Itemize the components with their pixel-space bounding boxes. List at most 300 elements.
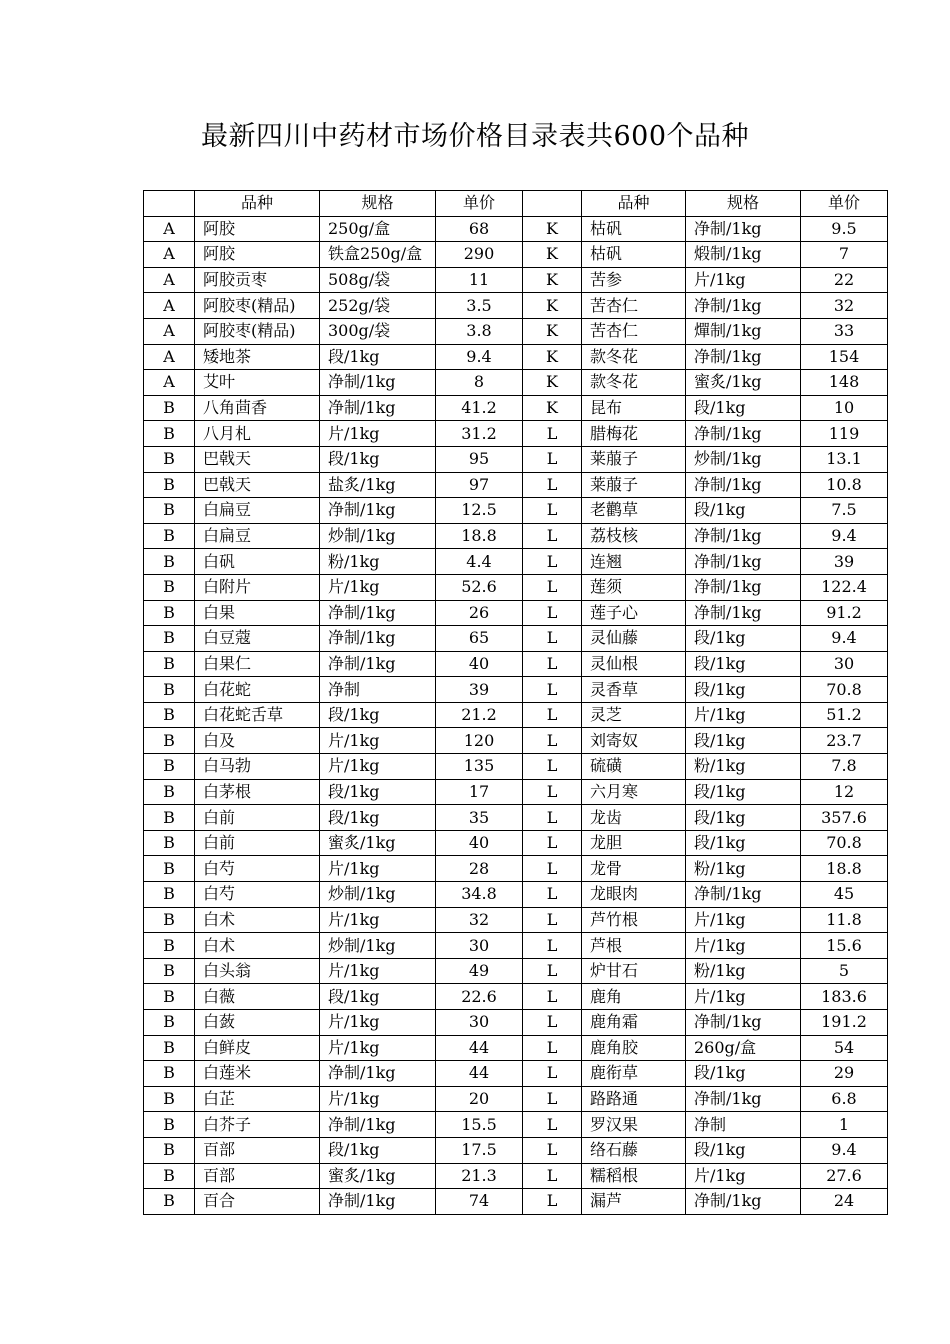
header-letter-left	[144, 191, 195, 217]
cell-spec-right: 片/1kg	[686, 267, 801, 293]
cell-variety-left: 八角茴香	[195, 395, 320, 421]
cell-variety-right: 款冬花	[582, 344, 686, 370]
cell-price-left: 74	[436, 1189, 523, 1215]
table-row	[144, 446, 888, 472]
cell-price-right: 70.8	[801, 677, 888, 703]
cell-spec-left: 片/1kg	[320, 754, 436, 780]
cell-price-right: 9.4	[801, 1137, 888, 1163]
cell-letter-right: L	[523, 882, 582, 908]
cell-letter-left: B	[144, 549, 195, 575]
cell-spec-right: 净制/1kg	[686, 293, 801, 319]
cell-price-right: 45	[801, 882, 888, 908]
cell-letter-left: A	[144, 318, 195, 344]
cell-price-left: 95	[436, 446, 523, 472]
cell-variety-right: 灵芝	[582, 702, 686, 728]
table-row	[144, 421, 888, 447]
cell-variety-left: 白扁豆	[195, 498, 320, 524]
cell-letter-right: L	[523, 907, 582, 933]
cell-letter-right: L	[523, 1086, 582, 1112]
cell-variety-left: 白果	[195, 600, 320, 626]
cell-spec-left: 净制/1kg	[320, 1189, 436, 1215]
cell-variety-left: 白芷	[195, 1086, 320, 1112]
cell-spec-left: 炒制/1kg	[320, 882, 436, 908]
cell-price-right: 148	[801, 370, 888, 396]
cell-letter-left: B	[144, 702, 195, 728]
table-row	[144, 472, 888, 498]
cell-spec-right: 段/1kg	[686, 626, 801, 652]
cell-variety-right: 荔枝核	[582, 523, 686, 549]
table-body	[144, 216, 888, 1214]
cell-spec-left: 净制/1kg	[320, 498, 436, 524]
cell-letter-left: B	[144, 600, 195, 626]
cell-letter-right: L	[523, 984, 582, 1010]
cell-price-left: 4.4	[436, 549, 523, 575]
cell-price-left: 3.5	[436, 293, 523, 319]
cell-price-right: 7.5	[801, 498, 888, 524]
cell-spec-left: 段/1kg	[320, 344, 436, 370]
cell-spec-right: 净制/1kg	[686, 472, 801, 498]
table-row	[144, 267, 888, 293]
cell-spec-left: 粉/1kg	[320, 549, 436, 575]
cell-letter-right: L	[523, 446, 582, 472]
cell-variety-left: 白术	[195, 933, 320, 959]
cell-variety-left: 白马勃	[195, 754, 320, 780]
cell-spec-right: 净制/1kg	[686, 344, 801, 370]
cell-price-left: 3.8	[436, 318, 523, 344]
cell-spec-right: 段/1kg	[686, 651, 801, 677]
cell-letter-left: B	[144, 805, 195, 831]
cell-letter-left: B	[144, 1137, 195, 1163]
cell-spec-left: 净制/1kg	[320, 600, 436, 626]
cell-spec-right: 净制/1kg	[686, 574, 801, 600]
cell-variety-left: 百合	[195, 1189, 320, 1215]
cell-letter-left: B	[144, 728, 195, 754]
cell-letter-left: B	[144, 1010, 195, 1036]
cell-price-left: 30	[436, 1010, 523, 1036]
cell-price-right: 7.8	[801, 754, 888, 780]
cell-letter-left: B	[144, 1035, 195, 1061]
cell-variety-right: 芦根	[582, 933, 686, 959]
cell-letter-right: L	[523, 651, 582, 677]
cell-price-right: 10.8	[801, 472, 888, 498]
cell-price-left: 41.2	[436, 395, 523, 421]
cell-price-left: 39	[436, 677, 523, 703]
cell-spec-right: 片/1kg	[686, 907, 801, 933]
cell-price-left: 15.5	[436, 1112, 523, 1138]
table-row	[144, 318, 888, 344]
cell-variety-right: 六月寒	[582, 779, 686, 805]
table-row	[144, 805, 888, 831]
cell-variety-left: 八月札	[195, 421, 320, 447]
cell-price-left: 65	[436, 626, 523, 652]
cell-price-right: 15.6	[801, 933, 888, 959]
cell-letter-left: B	[144, 421, 195, 447]
cell-letter-left: B	[144, 1061, 195, 1087]
cell-price-left: 30	[436, 933, 523, 959]
cell-spec-left: 净制/1kg	[320, 1112, 436, 1138]
cell-variety-right: 款冬花	[582, 370, 686, 396]
cell-variety-left: 白扁豆	[195, 523, 320, 549]
cell-variety-left: 百部	[195, 1137, 320, 1163]
cell-variety-left: 白及	[195, 728, 320, 754]
cell-price-right: 30	[801, 651, 888, 677]
cell-letter-left: B	[144, 830, 195, 856]
cell-letter-left: A	[144, 267, 195, 293]
cell-spec-left: 蜜炙/1kg	[320, 830, 436, 856]
cell-price-right: 154	[801, 344, 888, 370]
cell-price-left: 31.2	[436, 421, 523, 447]
cell-variety-right: 罗汉果	[582, 1112, 686, 1138]
cell-price-left: 32	[436, 907, 523, 933]
cell-price-left: 20	[436, 1086, 523, 1112]
table-row	[144, 702, 888, 728]
cell-letter-right: L	[523, 856, 582, 882]
cell-price-left: 18.8	[436, 523, 523, 549]
cell-letter-left: A	[144, 216, 195, 242]
cell-letter-right: K	[523, 242, 582, 268]
cell-variety-left: 白前	[195, 830, 320, 856]
cell-price-right: 1	[801, 1112, 888, 1138]
cell-price-right: 9.4	[801, 523, 888, 549]
cell-spec-right: 粉/1kg	[686, 856, 801, 882]
cell-price-left: 17	[436, 779, 523, 805]
table-row	[144, 549, 888, 575]
cell-variety-left: 白芥子	[195, 1112, 320, 1138]
cell-variety-left: 阿胶枣(精品)	[195, 293, 320, 319]
cell-price-left: 135	[436, 754, 523, 780]
cell-spec-right: 净制/1kg	[686, 1086, 801, 1112]
cell-price-right: 27.6	[801, 1163, 888, 1189]
cell-letter-right: L	[523, 1035, 582, 1061]
cell-letter-left: B	[144, 574, 195, 600]
cell-spec-left: 净制	[320, 677, 436, 703]
cell-letter-right: L	[523, 1010, 582, 1036]
cell-price-left: 28	[436, 856, 523, 882]
cell-spec-right: 净制/1kg	[686, 1189, 801, 1215]
cell-letter-right: L	[523, 549, 582, 575]
cell-letter-right: K	[523, 370, 582, 396]
header-price-left: 单价	[436, 191, 523, 217]
cell-spec-right: 净制/1kg	[686, 1010, 801, 1036]
table-row	[144, 344, 888, 370]
table-row	[144, 370, 888, 396]
cell-spec-left: 段/1kg	[320, 1137, 436, 1163]
cell-letter-right: L	[523, 1061, 582, 1087]
cell-spec-right: 燀制/1kg	[686, 318, 801, 344]
cell-spec-left: 蜜炙/1kg	[320, 1163, 436, 1189]
cell-variety-right: 鹿角胶	[582, 1035, 686, 1061]
cell-spec-left: 300g/袋	[320, 318, 436, 344]
cell-price-left: 290	[436, 242, 523, 268]
cell-letter-left: B	[144, 651, 195, 677]
table-row	[144, 1189, 888, 1215]
cell-letter-right: K	[523, 267, 582, 293]
table-row	[144, 1086, 888, 1112]
cell-price-right: 9.4	[801, 626, 888, 652]
cell-spec-right: 段/1kg	[686, 779, 801, 805]
cell-price-left: 26	[436, 600, 523, 626]
cell-variety-right: 鹿角	[582, 984, 686, 1010]
table-row	[144, 1137, 888, 1163]
cell-variety-right: 苦杏仁	[582, 293, 686, 319]
cell-spec-right: 段/1kg	[686, 1137, 801, 1163]
cell-spec-left: 片/1kg	[320, 1010, 436, 1036]
cell-price-right: 7	[801, 242, 888, 268]
cell-variety-right: 龙齿	[582, 805, 686, 831]
cell-price-left: 17.5	[436, 1137, 523, 1163]
cell-price-right: 24	[801, 1189, 888, 1215]
cell-price-right: 119	[801, 421, 888, 447]
cell-spec-right: 片/1kg	[686, 1163, 801, 1189]
cell-spec-right: 净制/1kg	[686, 882, 801, 908]
cell-variety-right: 络石藤	[582, 1137, 686, 1163]
cell-variety-right: 灵香草	[582, 677, 686, 703]
cell-spec-left: 252g/袋	[320, 293, 436, 319]
cell-variety-left: 阿胶枣(精品)	[195, 318, 320, 344]
cell-variety-right: 鹿衔草	[582, 1061, 686, 1087]
cell-spec-right: 段/1kg	[686, 830, 801, 856]
cell-price-left: 35	[436, 805, 523, 831]
cell-spec-right: 蜜炙/1kg	[686, 370, 801, 396]
cell-variety-right: 老鹳草	[582, 498, 686, 524]
cell-variety-right: 莲子心	[582, 600, 686, 626]
cell-variety-left: 阿胶	[195, 242, 320, 268]
cell-letter-left: A	[144, 370, 195, 396]
cell-letter-left: B	[144, 882, 195, 908]
table-row	[144, 907, 888, 933]
cell-variety-left: 白花蛇舌草	[195, 702, 320, 728]
table-row	[144, 779, 888, 805]
cell-letter-left: B	[144, 933, 195, 959]
cell-variety-right: 腊梅花	[582, 421, 686, 447]
cell-spec-left: 炒制/1kg	[320, 523, 436, 549]
cell-variety-right: 苦参	[582, 267, 686, 293]
cell-spec-right: 片/1kg	[686, 933, 801, 959]
cell-variety-left: 白芍	[195, 882, 320, 908]
cell-price-left: 34.8	[436, 882, 523, 908]
cell-price-right: 13.1	[801, 446, 888, 472]
cell-letter-left: B	[144, 498, 195, 524]
cell-variety-left: 白豆蔻	[195, 626, 320, 652]
cell-letter-right: K	[523, 216, 582, 242]
cell-variety-right: 苦杏仁	[582, 318, 686, 344]
cell-letter-left: B	[144, 395, 195, 421]
cell-letter-left: B	[144, 472, 195, 498]
cell-variety-right: 莲须	[582, 574, 686, 600]
cell-price-left: 52.6	[436, 574, 523, 600]
cell-letter-right: L	[523, 830, 582, 856]
cell-price-right: 33	[801, 318, 888, 344]
cell-letter-right: L	[523, 1137, 582, 1163]
cell-price-left: 12.5	[436, 498, 523, 524]
cell-spec-left: 铁盒250g/盒	[320, 242, 436, 268]
cell-letter-right: L	[523, 933, 582, 959]
table-row	[144, 242, 888, 268]
table-row	[144, 626, 888, 652]
cell-variety-left: 白花蛇	[195, 677, 320, 703]
cell-price-right: 9.5	[801, 216, 888, 242]
cell-price-left: 40	[436, 651, 523, 677]
cell-spec-left: 净制/1kg	[320, 651, 436, 677]
table-row	[144, 754, 888, 780]
cell-letter-left: B	[144, 779, 195, 805]
cell-variety-left: 白薇	[195, 984, 320, 1010]
cell-price-left: 22.6	[436, 984, 523, 1010]
table-row	[144, 1061, 888, 1087]
cell-spec-left: 250g/盒	[320, 216, 436, 242]
cell-spec-left: 片/1kg	[320, 728, 436, 754]
cell-letter-right: L	[523, 574, 582, 600]
cell-variety-right: 糯稻根	[582, 1163, 686, 1189]
table-row	[144, 984, 888, 1010]
cell-price-left: 9.4	[436, 344, 523, 370]
cell-variety-right: 龙胆	[582, 830, 686, 856]
cell-price-right: 357.6	[801, 805, 888, 831]
cell-variety-left: 白蔹	[195, 1010, 320, 1036]
cell-spec-left: 段/1kg	[320, 779, 436, 805]
table-row	[144, 933, 888, 959]
cell-spec-right: 净制/1kg	[686, 216, 801, 242]
cell-spec-right: 粉/1kg	[686, 754, 801, 780]
cell-letter-left: A	[144, 293, 195, 319]
cell-variety-left: 白莲米	[195, 1061, 320, 1087]
cell-price-right: 39	[801, 549, 888, 575]
cell-price-left: 68	[436, 216, 523, 242]
cell-variety-right: 枯矾	[582, 216, 686, 242]
cell-variety-right: 鹿角霜	[582, 1010, 686, 1036]
table-row	[144, 1010, 888, 1036]
cell-price-right: 10	[801, 395, 888, 421]
table-row	[144, 498, 888, 524]
header-spec-left: 规格	[320, 191, 436, 217]
table-row	[144, 856, 888, 882]
table-row	[144, 1112, 888, 1138]
cell-letter-right: L	[523, 600, 582, 626]
cell-spec-right: 段/1kg	[686, 395, 801, 421]
cell-price-right: 23.7	[801, 728, 888, 754]
cell-spec-right: 粉/1kg	[686, 958, 801, 984]
cell-letter-right: L	[523, 958, 582, 984]
cell-letter-left: B	[144, 523, 195, 549]
cell-letter-right: L	[523, 754, 582, 780]
cell-letter-right: K	[523, 395, 582, 421]
cell-variety-right: 连翘	[582, 549, 686, 575]
cell-letter-right: L	[523, 626, 582, 652]
cell-variety-right: 路路通	[582, 1086, 686, 1112]
cell-spec-left: 段/1kg	[320, 805, 436, 831]
cell-price-right: 70.8	[801, 830, 888, 856]
cell-spec-right: 净制/1kg	[686, 523, 801, 549]
table-row	[144, 523, 888, 549]
cell-price-left: 49	[436, 958, 523, 984]
cell-variety-right: 刘寄奴	[582, 728, 686, 754]
cell-variety-left: 白附片	[195, 574, 320, 600]
cell-variety-left: 白术	[195, 907, 320, 933]
cell-spec-right: 净制/1kg	[686, 600, 801, 626]
cell-letter-left: B	[144, 1086, 195, 1112]
page-title: 最新四川中药材市场价格目录表共600个品种	[200, 121, 750, 152]
cell-spec-right: 段/1kg	[686, 1061, 801, 1087]
cell-price-right: 51.2	[801, 702, 888, 728]
cell-spec-left: 净制/1kg	[320, 626, 436, 652]
cell-spec-left: 净制/1kg	[320, 395, 436, 421]
cell-variety-left: 白果仁	[195, 651, 320, 677]
cell-price-right: 183.6	[801, 984, 888, 1010]
cell-price-left: 44	[436, 1061, 523, 1087]
cell-variety-left: 白前	[195, 805, 320, 831]
cell-variety-right: 灵仙藤	[582, 626, 686, 652]
cell-spec-left: 净制/1kg	[320, 1061, 436, 1087]
cell-variety-left: 矮地茶	[195, 344, 320, 370]
cell-spec-left: 段/1kg	[320, 984, 436, 1010]
cell-spec-left: 片/1kg	[320, 907, 436, 933]
table-row	[144, 677, 888, 703]
cell-spec-right: 煅制/1kg	[686, 242, 801, 268]
header-letter-right	[523, 191, 582, 217]
table-row	[144, 600, 888, 626]
table-row	[144, 1035, 888, 1061]
cell-letter-left: B	[144, 856, 195, 882]
cell-variety-left: 白矾	[195, 549, 320, 575]
cell-spec-left: 片/1kg	[320, 1035, 436, 1061]
cell-variety-left: 阿胶	[195, 216, 320, 242]
cell-spec-left: 净制/1kg	[320, 370, 436, 396]
cell-letter-left: B	[144, 1112, 195, 1138]
cell-price-left: 21.2	[436, 702, 523, 728]
table-row	[144, 395, 888, 421]
table-row	[144, 216, 888, 242]
cell-letter-right: L	[523, 677, 582, 703]
cell-price-left: 11	[436, 267, 523, 293]
table-row	[144, 574, 888, 600]
cell-variety-left: 白鲜皮	[195, 1035, 320, 1061]
cell-spec-left: 片/1kg	[320, 958, 436, 984]
cell-letter-left: B	[144, 446, 195, 472]
cell-letter-right: L	[523, 728, 582, 754]
table-row	[144, 958, 888, 984]
cell-variety-left: 白头翁	[195, 958, 320, 984]
cell-variety-left: 艾叶	[195, 370, 320, 396]
table-header-row	[144, 191, 888, 217]
cell-price-right: 12	[801, 779, 888, 805]
table-row	[144, 882, 888, 908]
cell-spec-right: 段/1kg	[686, 728, 801, 754]
cell-spec-right: 260g/盒	[686, 1035, 801, 1061]
cell-variety-left: 巴戟天	[195, 446, 320, 472]
cell-variety-right: 硫磺	[582, 754, 686, 780]
cell-spec-left: 盐炙/1kg	[320, 472, 436, 498]
cell-variety-right: 枯矾	[582, 242, 686, 268]
cell-variety-right: 昆布	[582, 395, 686, 421]
table-row	[144, 830, 888, 856]
cell-price-right: 29	[801, 1061, 888, 1087]
cell-letter-right: L	[523, 421, 582, 447]
cell-letter-right: K	[523, 344, 582, 370]
table-row	[144, 293, 888, 319]
cell-price-left: 120	[436, 728, 523, 754]
cell-spec-left: 炒制/1kg	[320, 933, 436, 959]
cell-price-left: 40	[436, 830, 523, 856]
header-variety-right: 品种	[582, 191, 686, 217]
cell-letter-right: L	[523, 779, 582, 805]
cell-letter-left: B	[144, 958, 195, 984]
cell-price-right: 6.8	[801, 1086, 888, 1112]
cell-letter-right: L	[523, 805, 582, 831]
cell-letter-left: B	[144, 754, 195, 780]
cell-letter-right: L	[523, 1163, 582, 1189]
cell-letter-left: B	[144, 907, 195, 933]
cell-spec-right: 净制/1kg	[686, 421, 801, 447]
